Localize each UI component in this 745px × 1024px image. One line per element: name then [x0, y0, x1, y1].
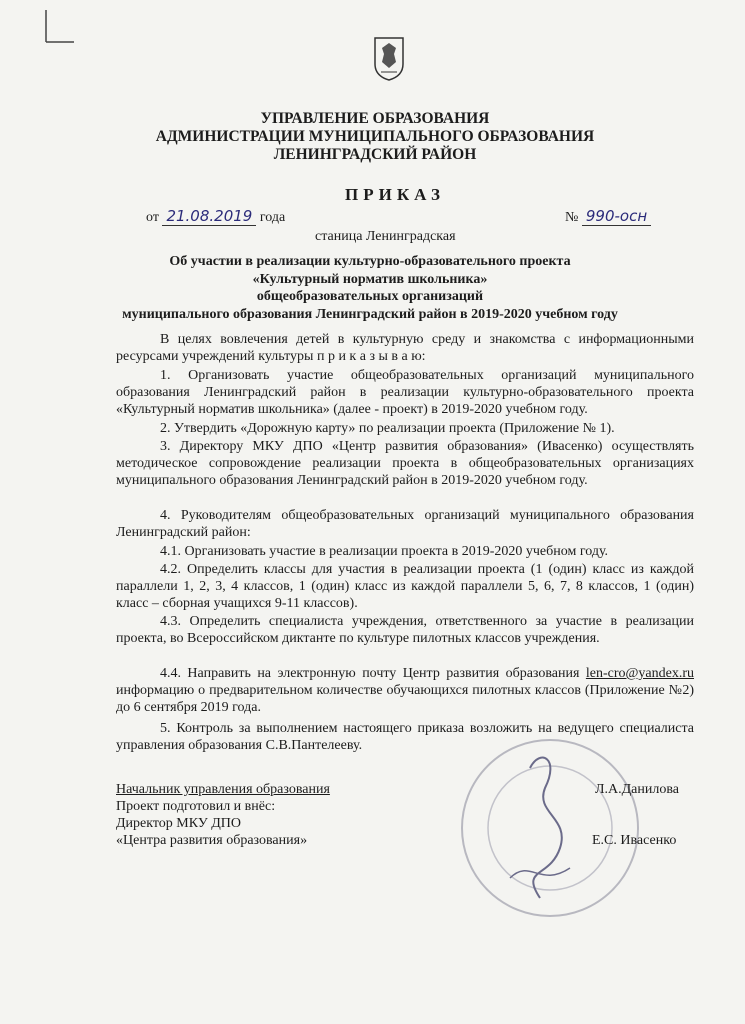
paragraph-4-4 [116, 665, 694, 717]
paragraph-1: 1. Организовать участие общеобразовательных организаций муниципального образования Ленинградский район в реализации культурно-образовательного проекта «Культурный норматив школьника» (далее - проект) в 2019-2020 учебном году. [116, 368, 694, 418]
director-name: Е.С. Ивасенко [592, 833, 677, 848]
email-link[interactable]: len-cro@yandex.ru [585, 666, 695, 681]
intro-paragraph: В целях вовлечения детей в культурную среду и знакомства с информационными ресурсами учреждений культуры п р и к а з ы в а ю: [116, 332, 694, 365]
date-value: 21.08.2019 [162, 207, 256, 226]
date-suffix: года [259, 210, 286, 225]
paragraph-4-4-text-a: 4.4. Направить на электронную почту Центр развития образования [160, 666, 580, 681]
director-title-2: «Центра развития образования» [116, 833, 308, 848]
number-value: 990-осн [582, 207, 651, 226]
coat-of-arms-icon [372, 34, 406, 82]
issuer-line-2: АДМИНИСТРАЦИИ МУНИЦИПАЛЬНОГО ОБРАЗОВАНИЯ [155, 128, 595, 145]
head-title-text: Начальник управления образования [116, 782, 330, 797]
order-date [146, 207, 285, 226]
director-title-1: Директор МКУ ДПО [116, 816, 241, 831]
prepared-by-label: Проект подготовил и внёс: [116, 799, 276, 814]
paragraph-2: 2. Утвердить «Дорожную карту» по реализации проекта (Приложение № 1). [160, 421, 615, 436]
place-of-issue: станица Ленинградская [315, 229, 456, 244]
order-title: ПРИКАЗ [345, 185, 445, 204]
order-subject [110, 253, 630, 323]
issuer-heading [110, 110, 640, 164]
subject-line-1: Об участии в реализации культурно-образовательного проекта [169, 254, 571, 269]
official-stamp-icon [450, 728, 650, 928]
head-name: Л.А.Данилова [595, 782, 679, 797]
paragraph-4-1: 4.1. Организовать участие в реализации проекта в 2019-2020 учебном году. [160, 544, 609, 559]
subject-line-4: муниципального образования Ленинградский район в 2019-2020 учебном году [122, 306, 618, 322]
subject-line-2: «Культурный норматив школьника» [252, 271, 488, 287]
issuer-line-3: ЛЕНИНГРАДСКИЙ РАЙОН [273, 146, 477, 163]
paragraph-4-4-text-b: информацию о предварительном количестве обучающихся пилотных классов (Приложение №2) до 6 сентября 2019 года. [116, 683, 694, 716]
date-prefix: от [146, 210, 159, 225]
paragraph-4-3: 4.3. Определить специалиста учреждения, ответственного за участие в реализации проекта, во Всероссийском диктанте по культуре пилотных классов учреждения. [116, 614, 694, 647]
subject-line-3: общеобразовательных организаций [256, 289, 484, 304]
paragraph-4: 4. Руководителям общеобразовательных организаций муниципального образования Ленинградский район: [116, 508, 694, 541]
order-number [565, 207, 651, 226]
paragraph-4-2: 4.2. Определить классы для участия в реализации проекта (1 (один) класс из каждой параллели 1, 2, 3, 4 классов, 1 (один) класс из каждой параллели 5, 6, 7, 8 классов, 1 (один) класс – сборная учащихся 9-11 классов). [116, 562, 694, 612]
number-label: № [565, 210, 579, 225]
corner-mark-icon [40, 8, 76, 44]
paragraph-3: 3. Директору МКУ ДПО «Центр развития образования» (Ивасенко) осуществлять методическое сопровождение реализации проекта в общеобразовательных организациях муниципального образования Ленинградский район в 2019-2020 учебном году. [116, 439, 694, 489]
issuer-line-1: УПРАВЛЕНИЕ ОБРАЗОВАНИЯ [260, 110, 490, 127]
head-title [116, 781, 330, 798]
paragraph-5: 5. Контроль за выполнением настоящего приказа возложить на ведущего специалиста управления образования С.В.Пантелееву. [116, 721, 694, 754]
